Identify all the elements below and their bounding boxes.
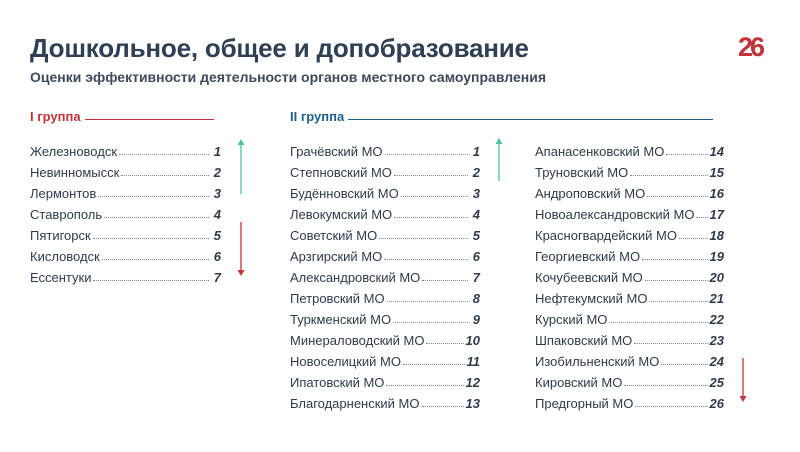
list-item bbox=[535, 264, 724, 285]
rank-number: 1 bbox=[213, 144, 221, 159]
arrow-down-icon bbox=[236, 222, 246, 276]
rank-number: 16 bbox=[709, 186, 724, 201]
dot-leader bbox=[666, 154, 707, 155]
municipality-name: Красногвардейский МО bbox=[535, 228, 677, 243]
municipality-name: Лермонтов bbox=[30, 186, 97, 201]
rank-number: 21 bbox=[709, 291, 724, 306]
rank-number: 6 bbox=[213, 249, 221, 264]
municipality-name: Ставрополь bbox=[30, 207, 103, 222]
municipality-name: Александровский МО bbox=[290, 270, 421, 285]
rank-number: 4 bbox=[472, 207, 480, 222]
dot-leader bbox=[624, 385, 707, 386]
rank-number: 2 bbox=[472, 165, 480, 180]
list-item bbox=[535, 306, 724, 327]
municipality-name: Пятигорск bbox=[30, 228, 91, 243]
dot-leader bbox=[634, 343, 707, 344]
list-item bbox=[290, 369, 480, 390]
rank-number: 7 bbox=[472, 270, 480, 285]
list-item bbox=[535, 180, 724, 201]
dot-leader bbox=[647, 196, 707, 197]
rank-number: 24 bbox=[709, 354, 724, 369]
list-item bbox=[290, 390, 480, 411]
dot-leader bbox=[422, 280, 468, 281]
municipality-name: Апанасенковский МО bbox=[535, 144, 665, 159]
list-item bbox=[290, 201, 480, 222]
list-item bbox=[30, 159, 221, 180]
rank-number: 5 bbox=[472, 228, 480, 243]
municipality-name: Новоселицкий МО bbox=[290, 354, 401, 369]
arrow-down-icon bbox=[738, 358, 748, 402]
rank-number: 1 bbox=[472, 144, 480, 159]
municipality-name: Будённовский МО bbox=[290, 186, 399, 201]
dot-leader bbox=[102, 259, 209, 260]
dot-leader bbox=[394, 175, 468, 176]
rank-number: 7 bbox=[213, 270, 221, 285]
dot-leader bbox=[387, 301, 468, 302]
group-1-underline bbox=[85, 119, 214, 121]
rank-number: 14 bbox=[709, 144, 724, 159]
page-title: Дошкольное, общее и допобразование bbox=[30, 33, 529, 63]
list-item bbox=[535, 243, 724, 264]
municipality-name: Грачёвский МО bbox=[290, 144, 383, 159]
list-item bbox=[290, 264, 480, 285]
arrow-up-icon bbox=[494, 138, 504, 182]
rank-number: 25 bbox=[709, 375, 724, 390]
rank-number: 13 bbox=[465, 396, 480, 411]
dot-leader bbox=[642, 259, 707, 260]
dot-leader bbox=[645, 280, 708, 281]
dot-leader bbox=[403, 364, 465, 365]
list-item bbox=[30, 264, 221, 285]
municipality-name: Туркменский МО bbox=[290, 312, 392, 327]
municipality-name: Курский МО bbox=[535, 312, 608, 327]
municipality-name: Ессентуки bbox=[30, 270, 92, 285]
dot-leader bbox=[98, 196, 209, 197]
municipality-name: Благодарненский МО bbox=[290, 396, 420, 411]
arrow-up-icon bbox=[236, 139, 246, 195]
dot-leader bbox=[649, 301, 707, 302]
list-item bbox=[30, 201, 221, 222]
dot-leader bbox=[379, 238, 468, 239]
municipality-name: Советский МО bbox=[290, 228, 378, 243]
list-item bbox=[535, 369, 724, 390]
rank-number: 20 bbox=[709, 270, 724, 285]
municipality-name: Кисловодск bbox=[30, 249, 100, 264]
municipality-name: Шпаковский МО bbox=[535, 333, 633, 348]
municipality-name: Новоалександровский МО bbox=[535, 207, 695, 222]
municipality-name: Изобильненский МО bbox=[535, 354, 660, 369]
list-item bbox=[535, 327, 724, 348]
municipality-name: Труновский МО bbox=[535, 165, 629, 180]
dot-leader bbox=[696, 217, 707, 218]
group-2-header bbox=[290, 109, 713, 124]
rank-number: 19 bbox=[709, 249, 724, 264]
group-1-list bbox=[30, 138, 221, 285]
dot-leader bbox=[635, 406, 707, 407]
municipality-name: Степновский МО bbox=[290, 165, 392, 180]
rank-number: 2 bbox=[213, 165, 221, 180]
group-2-label: II группа bbox=[290, 109, 345, 124]
rank-number: 9 bbox=[472, 312, 480, 327]
list-item bbox=[535, 138, 724, 159]
dot-leader bbox=[93, 238, 209, 239]
list-item bbox=[535, 159, 724, 180]
region-26-logo bbox=[738, 32, 770, 60]
rank-number: 11 bbox=[466, 354, 480, 369]
rank-number: 5 bbox=[213, 228, 221, 243]
municipality-name: Невинномысск bbox=[30, 165, 120, 180]
list-item bbox=[535, 348, 724, 369]
municipality-name: Андроповский МО bbox=[535, 186, 646, 201]
dot-leader bbox=[422, 406, 464, 407]
list-item bbox=[290, 180, 480, 201]
dot-leader bbox=[104, 217, 209, 218]
rank-number: 15 bbox=[709, 165, 724, 180]
municipality-name: Георгиевский МО bbox=[535, 249, 641, 264]
list-item bbox=[290, 243, 480, 264]
dot-leader bbox=[401, 196, 468, 197]
list-item bbox=[290, 222, 480, 243]
logo-text: 26 bbox=[738, 32, 763, 60]
municipality-name: Предгорный МО bbox=[535, 396, 634, 411]
group-1-label: I группа bbox=[30, 109, 81, 124]
group-2-underline bbox=[348, 119, 713, 121]
group-2-list-left bbox=[290, 138, 480, 411]
rank-number: 26 bbox=[709, 396, 724, 411]
list-item bbox=[30, 180, 221, 201]
list-item bbox=[290, 348, 480, 369]
list-item bbox=[30, 222, 221, 243]
rank-number: 10 bbox=[465, 333, 480, 348]
municipality-name: Нефтекумский МО bbox=[535, 291, 648, 306]
municipality-name: Минераловодский МО bbox=[290, 333, 425, 348]
municipality-name: Ипатовский МО bbox=[290, 375, 385, 390]
municipality-name: Кочубеевский МО bbox=[535, 270, 643, 285]
dot-leader bbox=[121, 175, 209, 176]
dot-leader bbox=[609, 322, 707, 323]
rank-number: 4 bbox=[213, 207, 221, 222]
rank-number: 3 bbox=[213, 186, 221, 201]
rank-number: 23 bbox=[709, 333, 724, 348]
dot-leader bbox=[386, 385, 463, 386]
dot-leader bbox=[394, 217, 468, 218]
dot-leader bbox=[119, 154, 209, 155]
dot-leader bbox=[93, 280, 209, 281]
list-item bbox=[290, 138, 480, 159]
dot-leader bbox=[385, 154, 468, 155]
municipality-name: Кировский МО bbox=[535, 375, 623, 390]
list-item bbox=[535, 390, 724, 411]
list-item bbox=[535, 285, 724, 306]
dot-leader bbox=[661, 364, 707, 365]
rank-number: 17 bbox=[709, 207, 724, 222]
municipality-name: Левокумский МО bbox=[290, 207, 393, 222]
rank-number: 8 bbox=[472, 291, 480, 306]
list-item bbox=[290, 327, 480, 348]
list-item bbox=[290, 306, 480, 327]
list-item bbox=[290, 159, 480, 180]
dot-leader bbox=[393, 322, 468, 323]
list-item bbox=[535, 201, 724, 222]
rank-number: 3 bbox=[472, 186, 480, 201]
dot-leader bbox=[384, 259, 468, 260]
dot-leader bbox=[679, 238, 708, 239]
group-2-list-right bbox=[535, 138, 724, 411]
list-item bbox=[290, 285, 480, 306]
rank-number: 12 bbox=[465, 375, 480, 390]
rank-number: 22 bbox=[709, 312, 724, 327]
list-item bbox=[535, 222, 724, 243]
municipality-name: Железноводск bbox=[30, 144, 118, 159]
municipality-name: Арзгирский МО bbox=[290, 249, 383, 264]
rank-number: 6 bbox=[472, 249, 480, 264]
group-1-header bbox=[30, 109, 214, 124]
list-item bbox=[30, 138, 221, 159]
rank-number: 18 bbox=[709, 228, 724, 243]
municipality-name: Петровский МО bbox=[290, 291, 385, 306]
page-subtitle: Оценки эффективности деятельности органов местного самоуправления bbox=[30, 69, 546, 85]
dot-leader bbox=[630, 175, 707, 176]
list-item bbox=[30, 243, 221, 264]
dot-leader bbox=[426, 343, 463, 344]
